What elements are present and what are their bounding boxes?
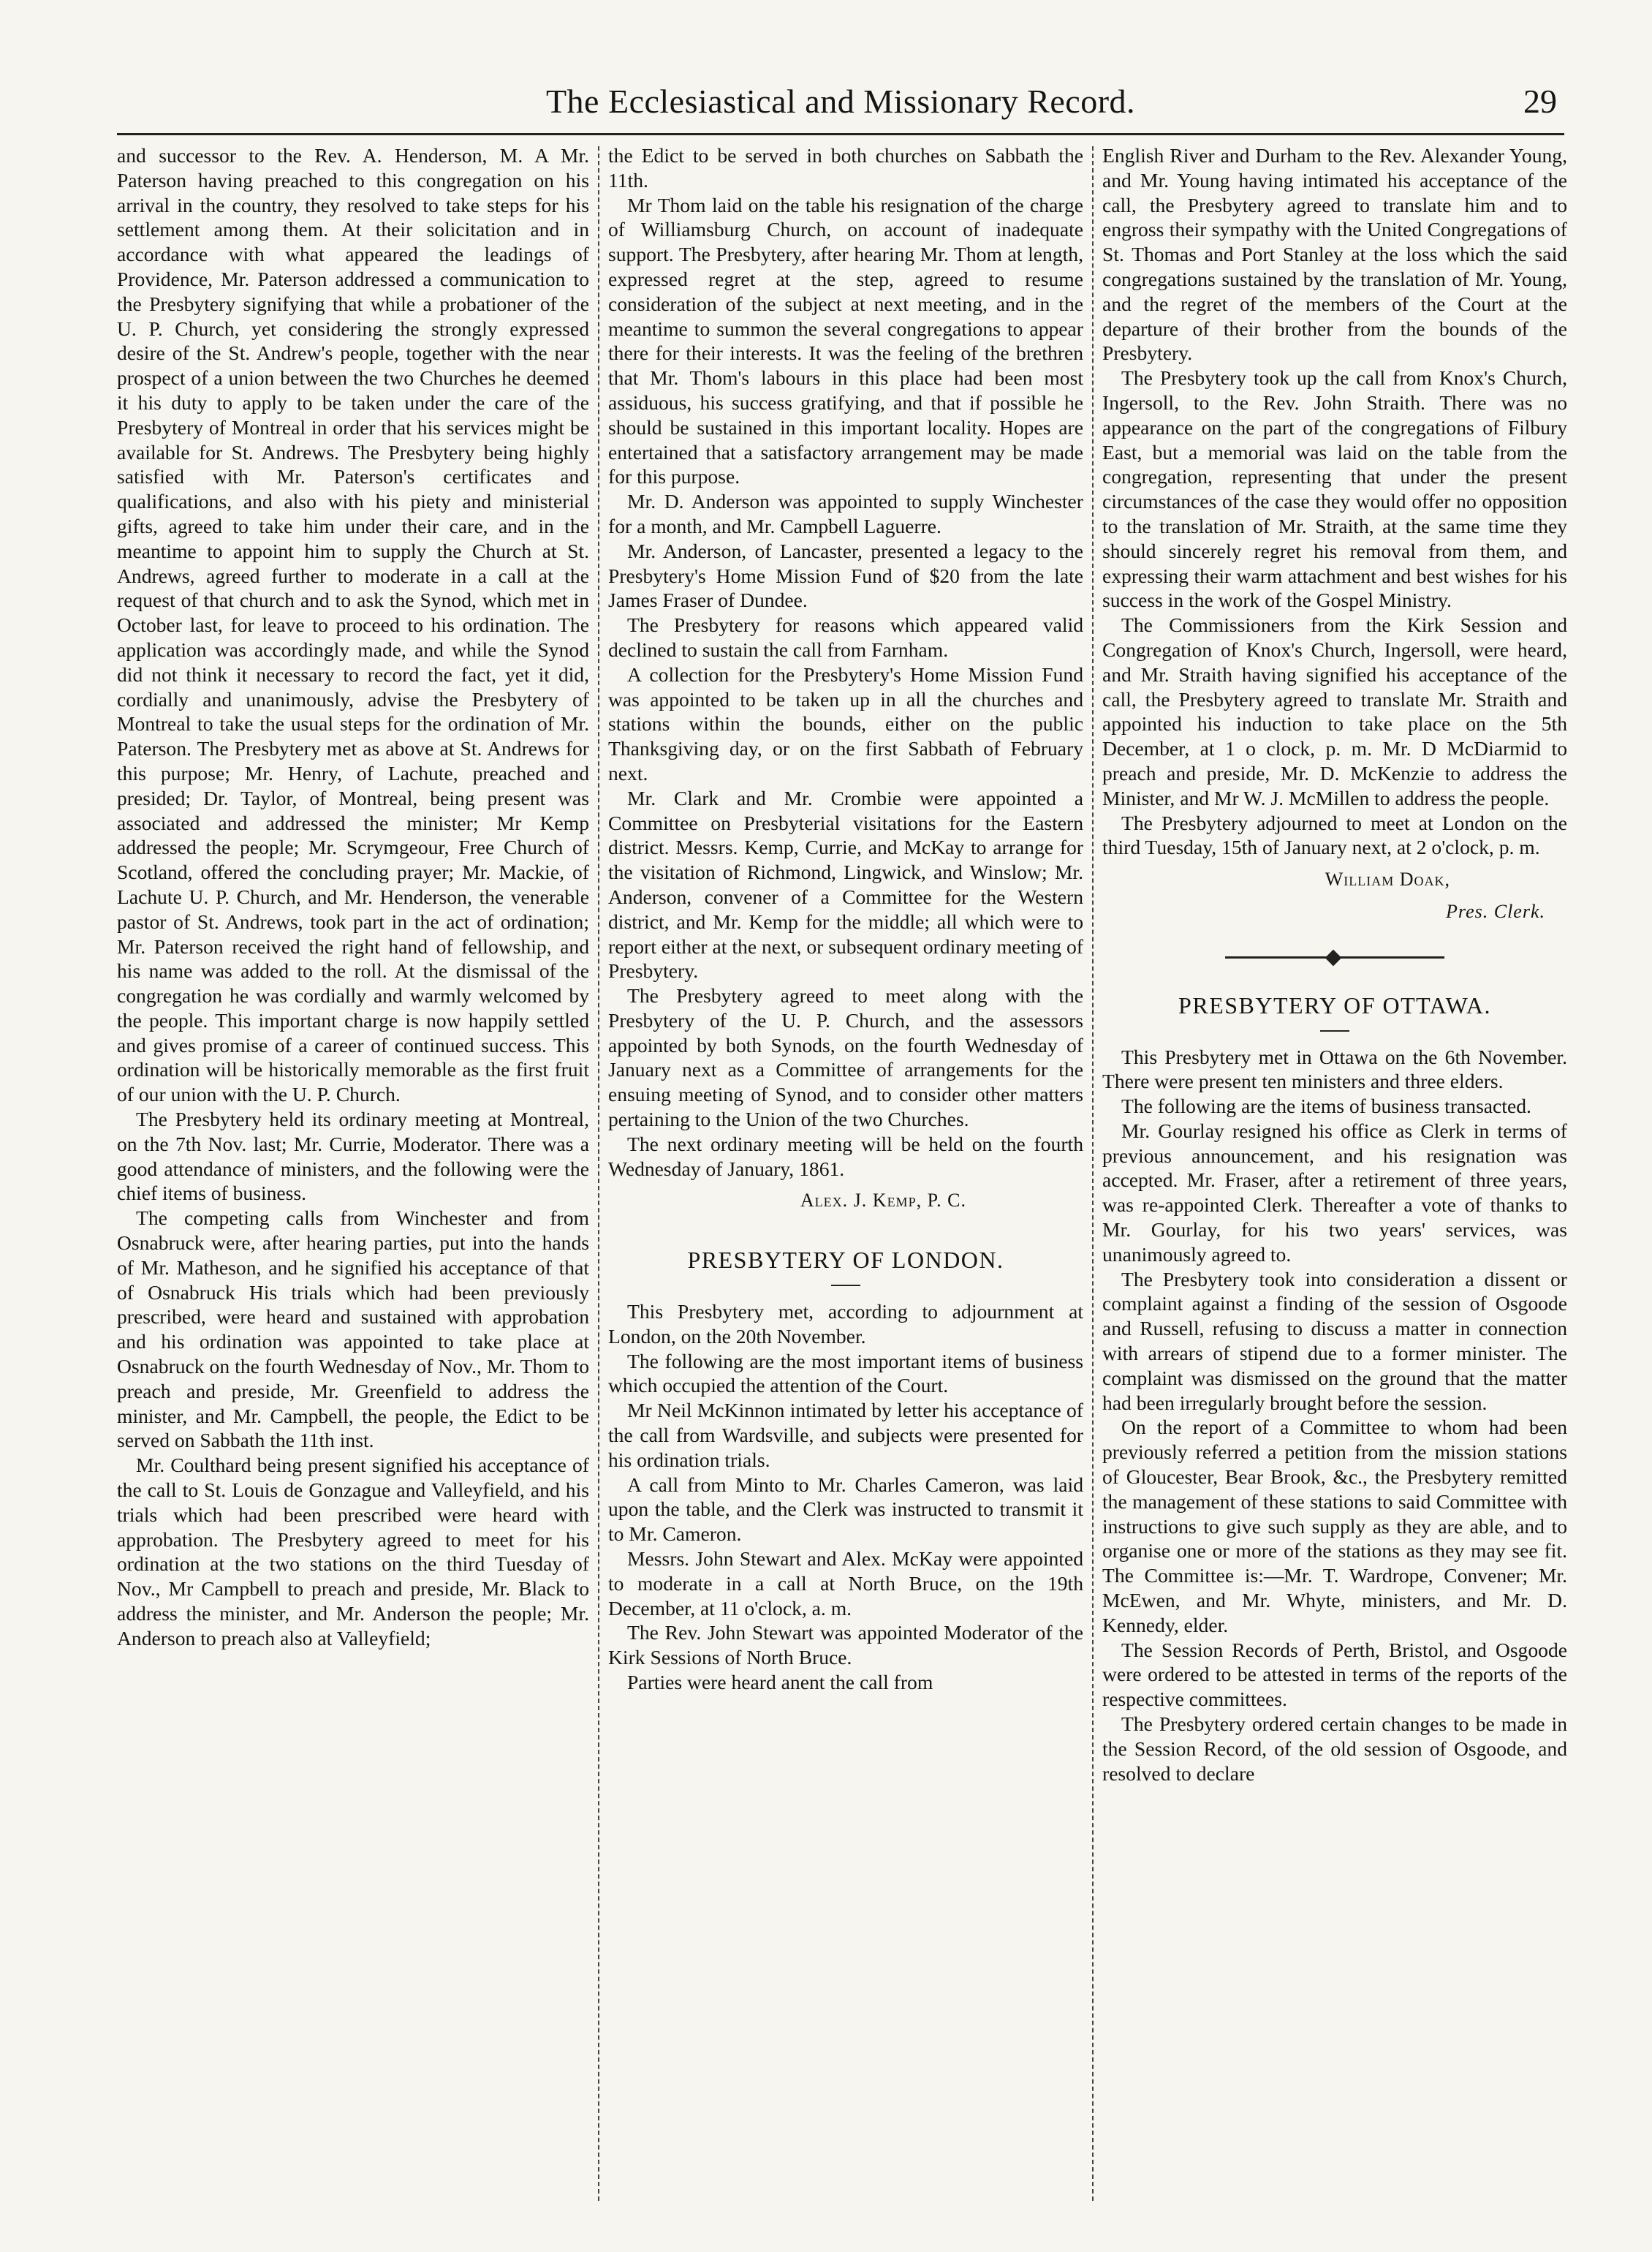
section-heading: PRESBYTERY OF OTTAWA. (1178, 991, 1491, 1019)
paragraph: The Commissioners from the Kirk Session and Congregation of Knox's Church, Ingersoll, were heard, and Mr. Straith having signified his acceptance of the call, the Presbytery agreed to translate Mr. Straith and appointed his induction to take place on the 5th December, at 1 o clock, p. m. Mr. D McDiarmid to preach and preside, Mr. D. McKenzie to address the Minister, and Mr W. J. McMillen to address the people. (1102, 613, 1567, 809)
paragraph: This Presbytery met, according to adjournment at London, on the 20th November. (608, 1300, 1083, 1348)
paragraph: A call from Minto to Mr. Charles Cameron, was laid upon the table, and the Clerk was instructed to transmit it to Mr. Cameron. (608, 1473, 1083, 1546)
paragraph: The Presbytery took into consideration a dissent or complaint against a finding of the session of Osgoode and Russell, refusing to discuss a matter in connection with arrears of stipend due to a former minister. The complaint was dismissed on the ground that the matter had been irregularly brought before the session. (1102, 1267, 1567, 1414)
paragraph: The Presbytery held its ordinary meeting at Montreal, on the 7th Nov. last; Mr. Currie, Moderator. There was a good attendance of ministers, and the following were the chief items of business. (117, 1108, 589, 1205)
clerk-signature-title: Pres. Clerk. (1446, 900, 1545, 922)
paragraph: The Presbytery ordered certain changes to be made in the Session Record, of the old session of Osgoode, and resolved to declare (1102, 1712, 1567, 1785)
clerk-signature-name: William Doak, (1325, 869, 1450, 891)
section-rule (1320, 1030, 1349, 1032)
paragraph: Mr. Clark and Mr. Crombie were appointed a Committee on Presbyterial visitations for the Eastern district. Messrs. Kemp, Currie, and McKay to arrange for the visitation of Richmond, Lingwick, and Winslow; Mr. Anderson, convener of a Committee for the Western district, and Mr. Kemp for the middle; all which were to report either at the next, or subsequent ordinary meeting of Presbytery. (608, 786, 1083, 983)
paragraph: Mr. Gourlay resigned his office as Clerk in terms of previous announcement, and his resignation was accepted. Mr. Fraser, after a retirement of three years, was re-appointed Clerk. Thereafter a vote of thanks to Mr. Gourlay, for his two years' services, was unanimously agreed to. (1102, 1119, 1567, 1266)
paragraph: This Presbytery met in Ottawa on the 6th November. There were present ten ministers and three elders. (1102, 1045, 1567, 1093)
paragraph: Mr. D. Anderson was appointed to supply Winchester for a month, and Mr. Campbell Laguerre. (608, 490, 1083, 537)
column-divider (1092, 146, 1094, 2201)
ornamental-rule (1225, 956, 1444, 959)
column-3 (1102, 143, 1567, 2205)
paragraph: On the report of a Committee to whom had been previously referred a petition from the mission stations of Gloucester, Bear Brook, &c., the Presbytery remitted the management of these stations to said Committee with instructions to give such supply as they are able, and to organise one or more of the stations as they may see fit. The Committee is:—Mr. T. Wardrope, Convener; Mr. McEwen, and Mr. Whyte, ministers, and Mr. D. Kennedy, elder. (1102, 1416, 1567, 1636)
section-heading: PRESBYTERY OF LONDON. (687, 1247, 1004, 1274)
paragraph: The Rev. John Stewart was appointed Moderator of the Kirk Sessions of North Bruce. (608, 1621, 1083, 1669)
paragraph: Messrs. John Stewart and Alex. McKay were appointed to moderate in a call at North Bruce, on the 19th December, at 11 o'clock, a. m. (608, 1547, 1083, 1620)
paragraph: Parties were heard anent the call from (627, 1671, 933, 1694)
paragraph: and successor to the Rev. A. Henderson, M. A Mr. Paterson having preached to this congregation on his arrival in the country, they resolved to take steps for his settlement among them. At their solicitation and in accordance with what appeared the leadings of Providence, Mr. Paterson addressed a communication to the Presbytery signifying that while a probationer of the U. P. Church, yet considering the strongly expressed desire of the St. Andrew's people, together with the near prospect of a union between the two Churches he deemed it his duty to apply to be taken under the care of the Presbytery of Montreal in order that his services might be available for St. Andrews. The Presbytery being highly satisfied with Mr. Paterson's certificates and qualifications, and also with his piety and ministerial gifts, agreed to take him under their care, and in the meantime to appoint him to supply the Church at St. Andrews, agreed further to moderate in a call at the request of that church and to ask the Synod, which met in October last, for leave to proceed to his ordination. The application was accordingly made, and while the Synod did not think it necessary to record the fact, yet it did, cordially and unanimously, advise the Presbytery of Montreal to take the usual steps for the ordination of Mr. Paterson. The Presbytery met as above at St. Andrews for this purpose; Mr. Henry, of Lachute, preached and presided; Dr. Taylor, of Montreal, being present was associated and addressed the minister; Mr Kemp addressed the people; Mr. Scrymgeour, Free Church of Scotland, offered the concluding prayer; Mr. Mackie, of Lachute U. P. Church, and Mr. Henderson, the venerable pastor of St. Andrews, took part in the act of ordination; Mr. Paterson received the right hand of fellowship, and his name was added to the roll. At the dismissal of the congregation he was cordially and warmly welcomed by the people. This important charge is now happily settled and gives promise of a career of continued success. This ordination will be historically memorable as the first fruit of our union with the U. P. Church. (117, 144, 589, 1106)
paragraph: The next ordinary meeting will be held on the fourth Wednesday of January, 1861. (608, 1132, 1083, 1180)
paragraph: The Presbytery for reasons which appeared valid declined to sustain the call from Farnham. (608, 613, 1083, 661)
paragraph: English River and Durham to the Rev. Alexander Young, and Mr. Young having intimated his acceptance of the call, the Presbytery agreed to translate him and to engross their sympathy with the United Congregations of St. Thomas and Port Stanley at the loss which the said congregations sustained by the translation of Mr. Young, and the regret of the members of the Court at the departure of their brother from the bounds of the Presbytery. (1102, 144, 1567, 365)
journal-title: The Ecclesiastical and Missionary Record. (545, 83, 1136, 120)
paragraph: the Edict to be served in both churches on Sabbath the 11th. (608, 144, 1083, 192)
running-header (117, 82, 1564, 133)
paragraph: Mr. Coulthard being present signified his acceptance of the call to St. Louis de Gonzague and Valleyfield, and his trials which had been prescribed were heard with approbation. The Presbytery agreed to meet for his ordination at the two stations on the third Tuesday of Nov., Mr Campbell to preach and preside, Mr. Black to address the minister, and Mr. Anderson the people; Mr. Anderson to preach also at Valleyfield; (117, 1454, 589, 1650)
column-1 (117, 143, 589, 2205)
paragraph: The Presbytery agreed to meet along with the Presbytery of the U. P. Church, and the assessors appointed by both Synods, on the fourth Wednesday of January next as a Committee of arrangements for the ensuing meeting of Synod, and to consider other matters pertaining to the Union of the two Churches. (608, 984, 1083, 1131)
column-2 (608, 143, 1083, 2205)
paragraph: The Presbytery adjourned to meet at London on the third Tuesday, 15th of January next, at 2 o'clock, p. m. (1102, 811, 1567, 859)
paragraph: The following are the most important items of business which occupied the attention of the Court. (608, 1349, 1083, 1397)
section-rule (831, 1285, 860, 1286)
clerk-signature: Alex. J. Kemp, P. C. (800, 1190, 966, 1212)
paragraph: Mr Neil McKinnon intimated by letter his acceptance of the call from Wardsville, and subjects were presented for his ordination trials. (608, 1399, 1083, 1471)
paragraph: Mr Thom laid on the table his resignation of the charge of Williamsburg Church, on account of inadequate support. The Presbytery, after hearing Mr. Thom at length, expressed regret at the step, agreed to resume consideration of the subject at next meeting, and in the meantime to summon the several congregations to appear there for their interests. It was the feeling of the brethren that Mr. Thom's labours in this place had been most assiduous, his success gratifying, and that if possible he should be sustained in this important locality. Hopes are entertained that a satisfactory arrangement may be made for this purpose. (608, 193, 1083, 488)
paragraph: The following are the items of business transacted. (1121, 1095, 1531, 1118)
column-divider (598, 146, 599, 2201)
page-number: 29 (1523, 83, 1557, 120)
paragraph: The Presbytery took up the call from Knox's Church, Ingersoll, to the Rev. John Straith. There was no appearance on the part of the congregations of Filbury East, but a memorial was laid on the table from the congregation, representing that under the present circumstances of the case they would offer no opposition to the translation of Mr. Straith, at the same time they should sincerely regret his removal from them, and expressing their warm attachment and best wishes for his success in the work of the Gospel Ministry. (1102, 366, 1567, 612)
paragraph: A collection for the Presbytery's Home Mission Fund was appointed to be taken up in all the churches and stations within the bounds, either on the public Thanksgiving day, or on the first Sabbath of February next. (608, 662, 1083, 785)
paragraph: Mr. Anderson, of Lancaster, presented a legacy to the Presbytery's Home Mission Fund of $20 from the late James Fraser of Dundee. (608, 539, 1083, 612)
paragraph: The competing calls from Winchester and from Osnabruck were, after hearing parties, put into the hands of Mr. Matheson, and he signified his acceptance of that of Osnabruck His trials which had been previously prescribed, were heard and sustained with approbation and his ordination was appointed to take place at Osnabruck on the fourth Wednesday of Nov., Mr. Thom to preach and preside, Mr. Greenfield to address the minister, and Mr. Campbell, the people, the Edict to be served on Sabbath the 11th inst. (117, 1206, 589, 1452)
paragraph: The Session Records of Perth, Bristol, and Osgoode were ordered to be attested in terms of the reports of the respective committees. (1102, 1638, 1567, 1711)
header-rule (117, 133, 1564, 135)
